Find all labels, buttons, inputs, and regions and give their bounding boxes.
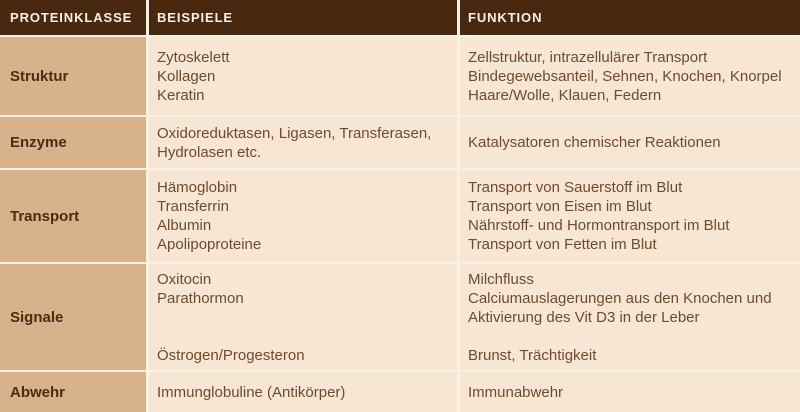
row-label-signale xyxy=(0,264,146,370)
beispiele-cell xyxy=(149,372,457,412)
table-header-row xyxy=(0,0,800,35)
table-cell-text: Transport von Eisen im Blut xyxy=(468,198,652,215)
table-cell-text: Immunabwehr xyxy=(468,383,564,401)
table-row-enzyme xyxy=(0,117,800,168)
table-cell-text xyxy=(157,327,451,346)
row-label-text: Signale xyxy=(10,308,64,326)
funktion-cell xyxy=(460,37,800,115)
table-cell-text: Kollagen xyxy=(157,67,216,85)
table-cell-text: Transport von Sauerstoff im Blut xyxy=(468,179,683,196)
column-header-funktion: FUNKTION xyxy=(460,0,800,35)
table-cell-text: Milchfluss xyxy=(468,270,534,288)
table-cell-text: Hydrolasen etc. xyxy=(157,143,262,161)
table-cell-text: Katalysatoren chemischer Reaktionen xyxy=(468,134,721,151)
table-cell-text: Bindegewebsanteil, Sehnen, Knochen, Knorpel xyxy=(468,67,782,85)
beispiele-cell xyxy=(149,264,457,370)
table-row-abwehr xyxy=(0,372,800,412)
table-cell-text: Transport von Fetten im Blut xyxy=(468,236,657,253)
funktion-cell xyxy=(460,264,800,370)
table-cell-text: Oxidoreduktasen, Ligasen, Transferasen, xyxy=(157,124,432,142)
row-label-struktur xyxy=(0,37,146,115)
row-label-text: Transport xyxy=(10,207,80,225)
beispiele-cell xyxy=(149,117,457,168)
row-label-text: Struktur xyxy=(10,67,69,85)
table-cell-text: Apolipoproteine xyxy=(157,236,262,253)
table-cell-text: Zytoskelett xyxy=(157,48,230,66)
table-row-transport xyxy=(0,170,800,262)
funktion-cell xyxy=(460,117,800,168)
table-cell-text: Albumin xyxy=(157,217,212,234)
table-cell-text: Keratin xyxy=(157,86,205,104)
table-cell-text: Östrogen/Progesteron xyxy=(157,346,305,364)
beispiele-cell xyxy=(149,37,457,115)
row-label-transport xyxy=(0,170,146,262)
column-header-proteinklasse: PROTEINKLASSE xyxy=(0,0,146,35)
table-cell-text: Zellstruktur, intrazellulärer Transport xyxy=(468,48,708,66)
table-row-struktur xyxy=(0,37,800,115)
column-header-beispiele: BEISPIELE xyxy=(149,0,457,35)
beispiele-cell xyxy=(149,170,457,262)
table-cell-text: Calciumauslagerungen aus den Knochen und xyxy=(468,289,772,307)
table-cell-text: Brunst, Trächtigkeit xyxy=(468,346,597,364)
table-cell-text xyxy=(157,308,451,327)
table-cell-text: Immunglobuline (Antikörper) xyxy=(157,383,346,401)
row-label-abwehr xyxy=(0,372,146,412)
funktion-cell xyxy=(460,372,800,412)
table-cell-text: Parathormon xyxy=(157,289,244,307)
table-cell-text: Hämoglobin xyxy=(157,179,238,196)
row-label-text: Abwehr xyxy=(10,383,66,401)
table-cell-text: Transferrin xyxy=(157,198,229,215)
table-cell-text: Aktivierung des Vit D3 in der Leber xyxy=(468,308,700,326)
funktion-cell xyxy=(460,170,800,262)
row-label-enzyme xyxy=(0,117,146,168)
table-cell-text: Nährstoff- und Hormontransport im Blut xyxy=(468,217,730,234)
table-cell-text: Oxitocin xyxy=(157,270,212,288)
table-row-signale xyxy=(0,264,800,370)
row-label-text: Enzyme xyxy=(10,134,67,151)
table-cell-text xyxy=(468,327,794,346)
table-cell-text: Haare/Wolle, Klauen, Federn xyxy=(468,86,662,104)
